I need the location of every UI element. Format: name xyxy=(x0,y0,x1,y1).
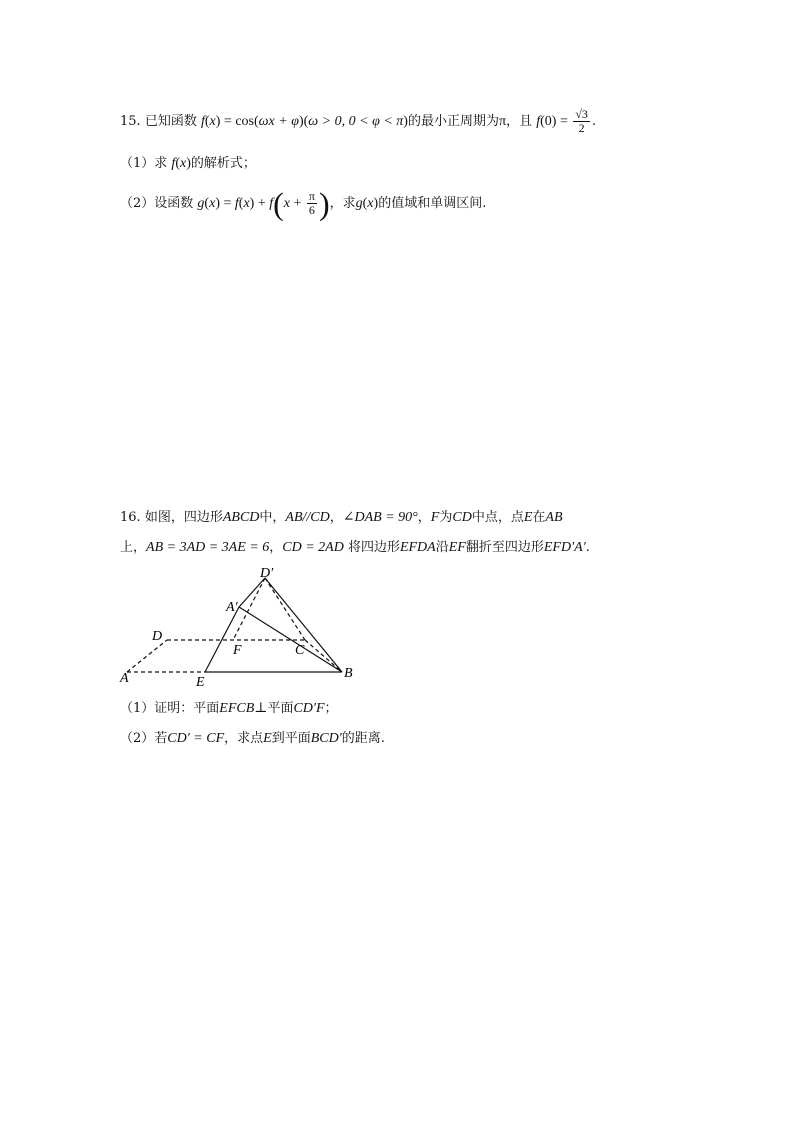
fraction-pi-over-6: $\frac{\pi}{6}$ xyxy=(308,189,315,217)
problem-15-part-1: （1）求 f(x)的解析式； xyxy=(120,156,256,171)
problem-number: 15. xyxy=(120,114,141,129)
fraction-sqrt3-over-2: $\frac{√3}{2}$ xyxy=(575,107,588,135)
label-A: A xyxy=(120,671,129,686)
problem-16-stem-line-1: 16. 如图，四边形ABCD中，AB//CD，∠DAB = 90°，F为CD中点，点E在AB xyxy=(120,510,563,525)
problem-number: 16. xyxy=(120,510,141,525)
label-D-prime: D′ xyxy=(260,566,274,581)
geometry-figure xyxy=(115,565,375,690)
problem-16-part-2: （2）若CD′ = CF，求点E到平面BCD′的距离. xyxy=(120,731,385,746)
edge-A-prime-D-prime xyxy=(239,578,265,607)
problem-16-part-1: （1）证明：平面EFCB⊥平面CD′F； xyxy=(120,701,338,716)
edge-C-B xyxy=(305,640,342,672)
problem-15-stem: 15. 已知函数 f(x) = cos(ωx + φ)(ω > 0, 0 < φ < π)的最小正周期为π，且 f(0) = $\frac{√3}{2}$ . xyxy=(120,107,597,135)
label-D: D xyxy=(152,629,163,644)
label-A-prime: A′ xyxy=(226,600,238,615)
label-C: C xyxy=(295,643,305,658)
edge-A-D xyxy=(127,640,167,672)
label-B: B xyxy=(344,666,353,681)
label-E: E xyxy=(196,675,205,690)
edge-D-prime-C xyxy=(265,578,305,640)
problem-16-stem-line-2: 上，AB = 3AD = 3AE = 6，CD = 2AD 将四边形EFDA沿EF翻折至四边形EFD′A′. xyxy=(120,540,590,555)
label-F: F xyxy=(233,643,242,658)
problem-15-part-2: （2）设函数 g(x) = f(x) + f(x + $\frac{\pi}{6}$ )，求g(x)的值域和单调区间. xyxy=(120,185,487,222)
